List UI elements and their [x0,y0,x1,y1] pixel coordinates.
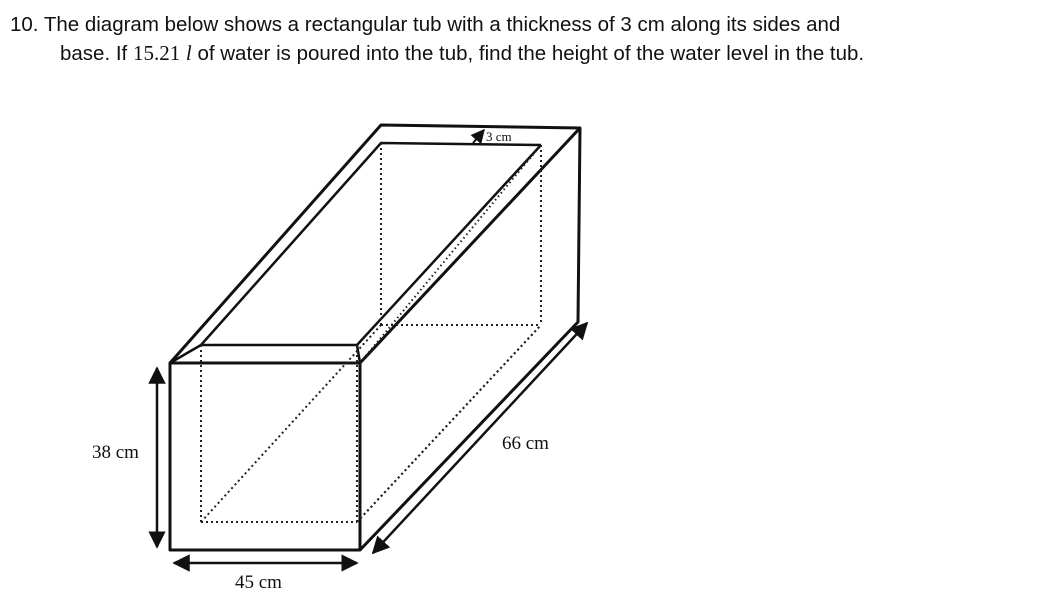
tub-outer-edges [170,125,580,550]
thickness-label: 3 cm [486,129,512,144]
question-line-1-text: The diagram below shows a rectangular tub with a thickness of 3 cm along its sides and [43,13,841,36]
height-label: 38 cm [92,442,139,463]
width-label: 45 cm [235,572,282,593]
length-arrow [373,323,587,553]
question-line-2-prefix: base. If [60,42,128,65]
volume-unit: l [185,41,192,65]
volume-value: 15.21 [132,41,181,65]
thickness-arrow [473,130,484,143]
question-number: 10. [10,13,39,36]
tub-inner-rim [170,143,541,363]
dimension-arrows [157,130,587,563]
length-label: 66 cm [502,433,549,454]
question-line-2-suffix: of water is poured into the tub, find the height of the water level in the tub. [197,42,865,65]
